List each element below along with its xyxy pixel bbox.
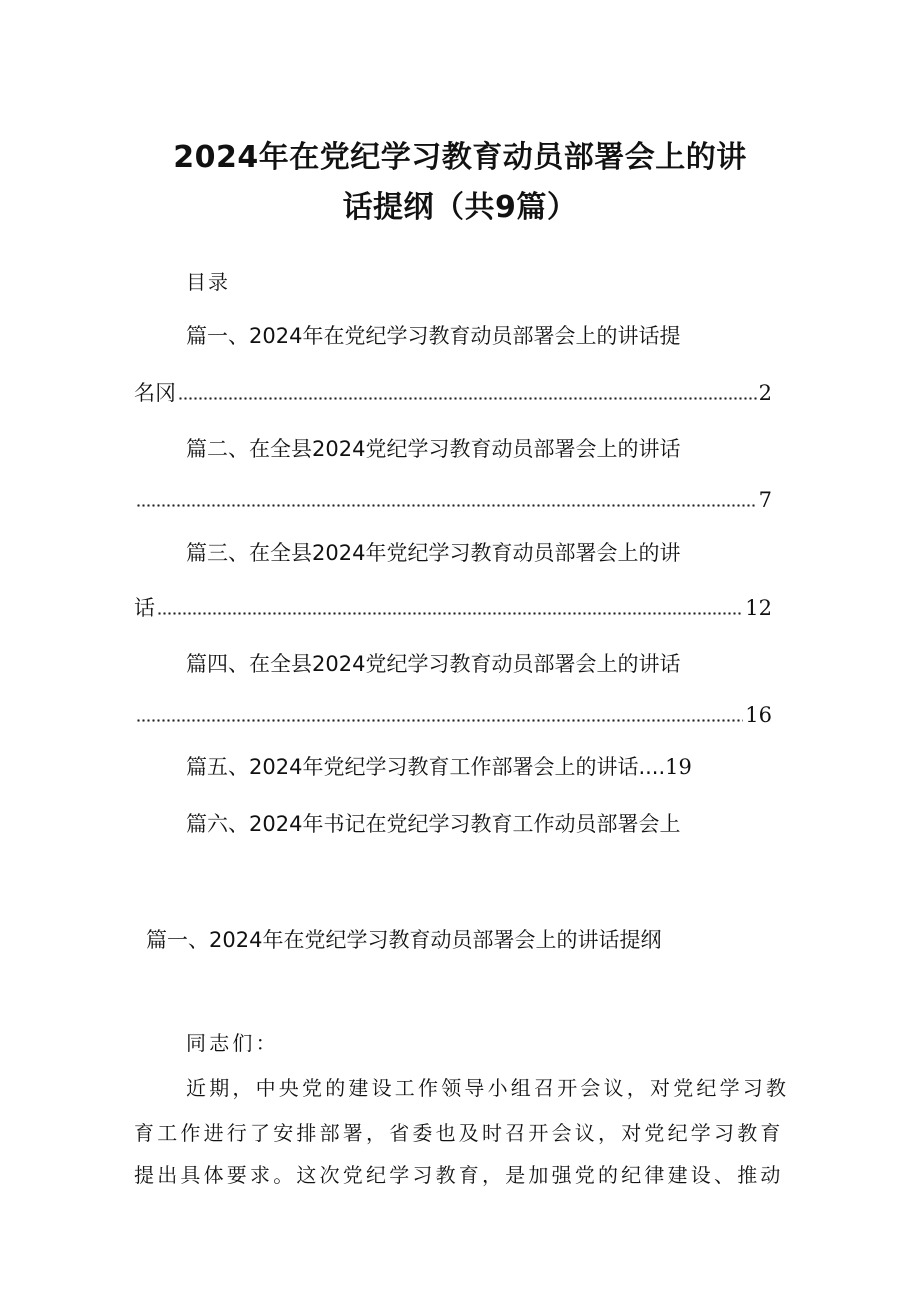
dot-leader [136,500,757,508]
toc-entry-3-leader[interactable] [134,592,772,624]
dot-leader [178,393,757,401]
toc-entry-5-dots: .... [638,755,666,779]
toc-entry-1-leader[interactable] [134,377,772,409]
toc-entry-3-title[interactable]: 篇三、在全县2024年党纪学习教育动员部署会上的讲 [186,541,681,565]
toc-entry-5-title: 篇五、2024年党纪学习教育工作部署会上的讲话 [186,755,639,779]
toc-entry-2-page: 7 [758,488,772,512]
toc-entry-2-leader[interactable] [134,484,772,516]
salutation: 同志们： [186,1031,279,1055]
paragraph-line-3: 提出具体要求。这次党纪学习教育，是加强党的纪律建设、推动 [134,1163,784,1187]
paragraph-line-2: 育工作进行了安排部署，省委也及时召开会议，对党纪学习教育 [134,1121,784,1145]
paragraph-line-1: 近期，中央党的建设工作领导小组召开会议，对党纪学习教 [186,1076,790,1100]
toc-entry-1-page: 2 [758,381,772,405]
toc-entry-5-page: 19 [665,755,692,779]
toc-entry-1-title[interactable]: 篇一、2024年在党纪学习教育动员部署会上的讲话提 [186,324,681,348]
toc-entry-3-continuation: 话 [134,596,155,620]
toc-entry-5[interactable] [186,751,692,783]
toc-entry-4-leader[interactable] [134,699,772,731]
section-heading: 篇一、2024年在党纪学习教育动员部署会上的讲话提纲 [146,928,662,952]
toc-entry-4-title[interactable]: 篇四、在全县2024党纪学习教育动员部署会上的讲话 [186,652,681,676]
toc-entry-1-continuation: 名冈 [134,381,176,405]
toc-entry-2-title[interactable]: 篇二、在全县2024党纪学习教育动员部署会上的讲话 [186,437,681,461]
toc-entry-6-title[interactable]: 篇六、2024年书记在党纪学习教育工作动员部署会上 [186,812,681,836]
dot-leader [136,715,743,723]
document-title-line-2: 话提纲（共9篇） [342,190,578,225]
toc-heading: 目录 [186,270,230,294]
toc-entry-3-page: 12 [745,596,772,620]
dot-leader [157,608,743,616]
document-title-line-1: 2024年在党纪学习教育动员部署会上的讲 [173,140,747,175]
toc-entry-4-page: 16 [745,703,772,727]
